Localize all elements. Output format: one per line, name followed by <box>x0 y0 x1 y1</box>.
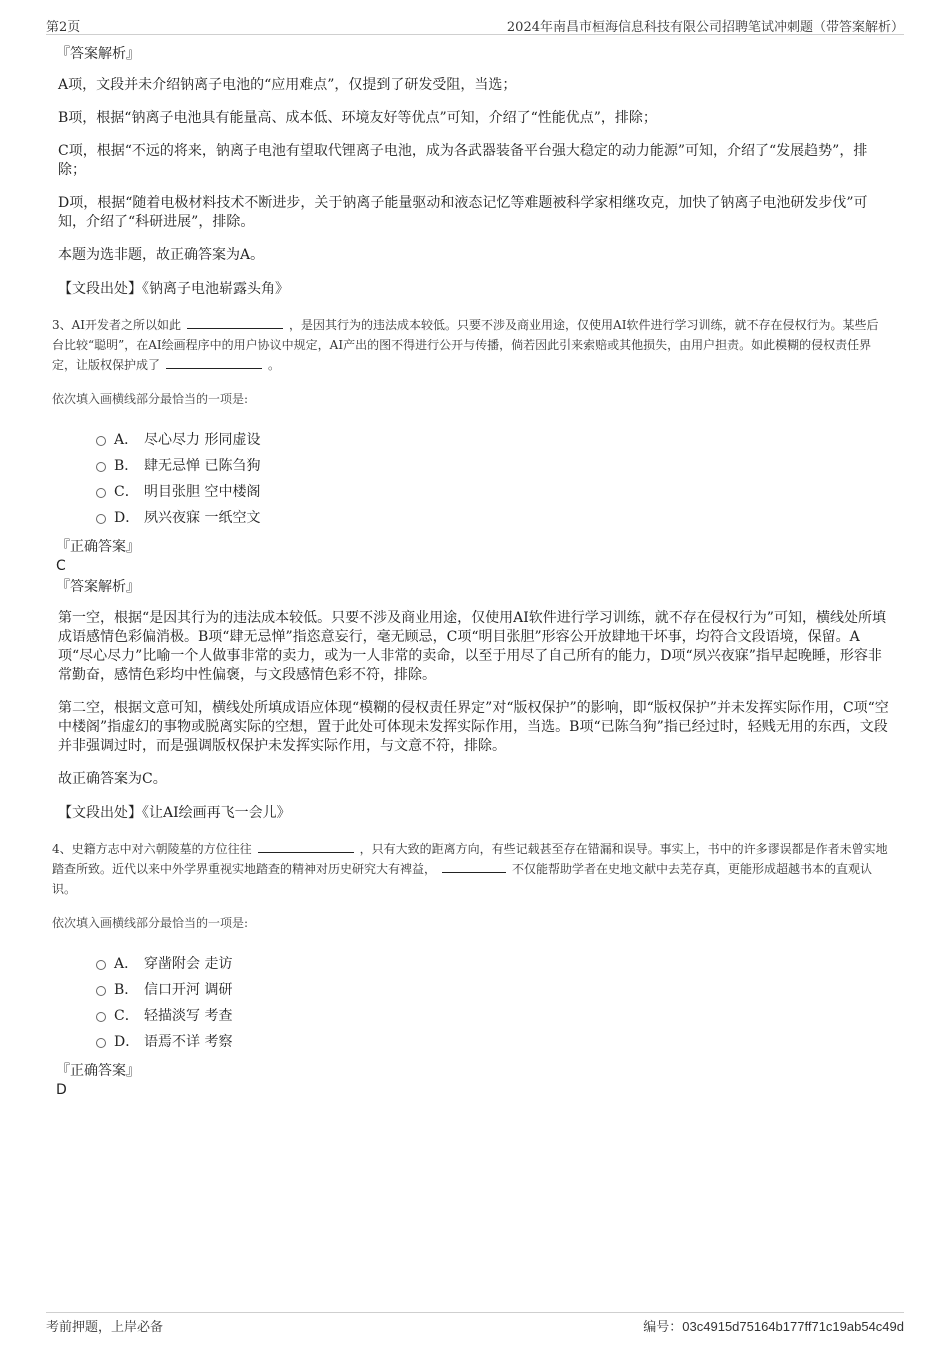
radio-icon[interactable] <box>96 1012 106 1022</box>
footer-slogan: 考前押题，上岸必备 <box>46 1320 164 1335</box>
analysis-label: 『答案解析』 <box>56 46 140 62</box>
question-prompt: 依次填入画横线部分最恰当的一项是: <box>52 392 249 406</box>
radio-icon[interactable] <box>96 1038 106 1048</box>
radio-icon[interactable] <box>96 462 106 472</box>
option-d[interactable] <box>96 505 890 531</box>
document-code <box>643 1316 904 1335</box>
page-number: 第2页 <box>46 20 81 35</box>
analysis-label: 『答案解析』 <box>56 579 140 595</box>
option-text: 穿凿附会 走访 <box>144 956 233 972</box>
option-d[interactable] <box>96 1029 890 1055</box>
option-list <box>56 951 890 1055</box>
option-letter: A． <box>114 432 139 448</box>
correct-answer-value: D <box>56 1082 67 1098</box>
option-text: 夙兴夜寐 一纸空文 <box>144 510 261 526</box>
conclusion-paragraph: 本题为选非题，故正确答案为A。 <box>58 247 265 263</box>
document-title: 2024年南昌市桓海信息科技有限公司招聘笔试冲刺题（带答案解析） <box>506 20 904 35</box>
analysis-paragraph: D项，根据“随着电极材料技术不断进步，关于钠离子能量驱动和液态记忆等难题被科学家相继攻克，加快了钠离子电池研发步伐”可知，介绍了“科研进展”，排除。 <box>58 195 868 230</box>
analysis-paragraph: C项，根据“不远的将来，钠离子电池有望取代锂离子电池，成为各武器装备平台强大稳定的动力能源”可知，介绍了“发展趋势”，排除； <box>58 143 868 178</box>
question-4-text: 4、史籍方志中对六朝陵墓的方位往往 ，只有大致的距离方向，有些记载甚至存在错漏和误导。事实上，书中的许多谬误都是作者未曾实地踏查所致。近代以来中外学界重视实地踏查的精神对历史研究大有裨益， 不仅能帮助学者在史地文献中去芜存真，更能形成超越书本的直观认识。 <box>52 842 888 896</box>
analysis-paragraph: B项，根据“钠离子电池具有能量高、成本低、环境友好等优点”可知，介绍了“性能优点”，排除； <box>58 110 657 126</box>
option-list <box>56 427 890 531</box>
option-letter: A． <box>114 956 139 972</box>
fill-blank <box>258 840 354 853</box>
option-letter: B． <box>114 982 139 998</box>
option-text: 肆无忌惮 已陈刍狗 <box>144 458 261 474</box>
page-content <box>52 44 890 1101</box>
option-text: 轻描淡写 考查 <box>144 1008 233 1024</box>
radio-icon[interactable] <box>96 436 106 446</box>
radio-icon[interactable] <box>96 960 106 970</box>
analysis-paragraph: A项，文段并未介绍钠离子电池的“应用难点”，仅提到了研发受阻，当选； <box>58 77 517 93</box>
option-b[interactable] <box>96 453 890 479</box>
page-header <box>46 14 904 35</box>
option-a[interactable] <box>96 427 890 453</box>
conclusion-paragraph: 故正确答案为C。 <box>58 771 167 787</box>
option-letter: C． <box>114 484 139 500</box>
fill-blank <box>187 316 283 329</box>
option-c[interactable] <box>96 479 890 505</box>
correct-answer-label: 『正确答案』 <box>56 1063 140 1079</box>
analysis-paragraph: 第一空，根据“是因其行为的违法成本较低。只要不涉及商业用途，仅使用AI软件进行学习训练，就不存在侵权行为”可知，横线处所填成语感情色彩偏消极。B项“肆无忌惮”指恣意妄行，毫无顾忌，C项“明目张胆”形容公开放肆地干坏事，均符合文段语境，保留。A项“尽心尽力”比喻一个人做事非常的卖力，或为一人非常的卖命，以至于用尽了自己所有的能力，D项“夙兴夜寐”指早起晚睡，形容非常勤奋，感情色彩均中性偏褒，与文段感情色彩不符，排除。 <box>58 610 886 683</box>
option-text: 明目张胆 空中楼阁 <box>144 484 261 500</box>
correct-answer-value: C <box>56 558 66 574</box>
option-a[interactable] <box>96 951 890 977</box>
option-c[interactable] <box>96 1003 890 1029</box>
analysis-paragraph: 第二空，根据文意可知，横线处所填成语应体现“模糊的侵权责任界定”对“版权保护”的影响，即“版权保护”并未发挥实际作用，C项“空中楼阁”指虚幻的事物或脱离实际的空想，置于此处可体现未发挥实际作用，当选。B项“已陈刍狗”指已经过时，轻贱无用的东西，文段并非强调过时，而是强调版权保护未发挥实际作用，与文意不符，排除。 <box>58 700 889 754</box>
option-text: 语焉不详 考察 <box>144 1034 233 1050</box>
source-citation: 【文段出处】《钠离子电池崭露头角》 <box>58 281 289 297</box>
code-value: 03c4915d75164b177ff71c19ab54c49d <box>682 1319 904 1334</box>
option-letter: C． <box>114 1008 139 1024</box>
correct-answer-label: 『正确答案』 <box>56 539 140 555</box>
radio-icon[interactable] <box>96 514 106 524</box>
radio-icon[interactable] <box>96 488 106 498</box>
option-text: 尽心尽力 形同虚设 <box>144 432 261 448</box>
option-letter: B． <box>114 458 139 474</box>
option-b[interactable] <box>96 977 890 1003</box>
source-citation: 【文段出处】《让AI绘画再飞一会儿》 <box>58 805 291 821</box>
fill-blank <box>166 356 262 369</box>
page-footer <box>46 1312 904 1335</box>
question-3-text: 3、AI开发者之所以如此 ，是因其行为的违法成本较低。只要不涉及商业用途，仅使用AI软件进行学习训练，就不存在侵权行为。某些后台比较“聪明”，在AI绘画程序中的用户协议中规定，AI产出的图不得进行公开与传播，倘若因此引来索赔或其他损失，由用户担责。如此模糊的侵权责任界定，让版权保护成了 。 <box>52 318 879 372</box>
option-letter: D． <box>114 1034 140 1050</box>
fill-blank <box>442 860 506 873</box>
question-prompt: 依次填入画横线部分最恰当的一项是: <box>52 916 249 930</box>
option-text: 信口开河 调研 <box>144 982 233 998</box>
code-label: 编号： <box>643 1320 683 1335</box>
radio-icon[interactable] <box>96 986 106 996</box>
option-letter: D． <box>114 510 140 526</box>
